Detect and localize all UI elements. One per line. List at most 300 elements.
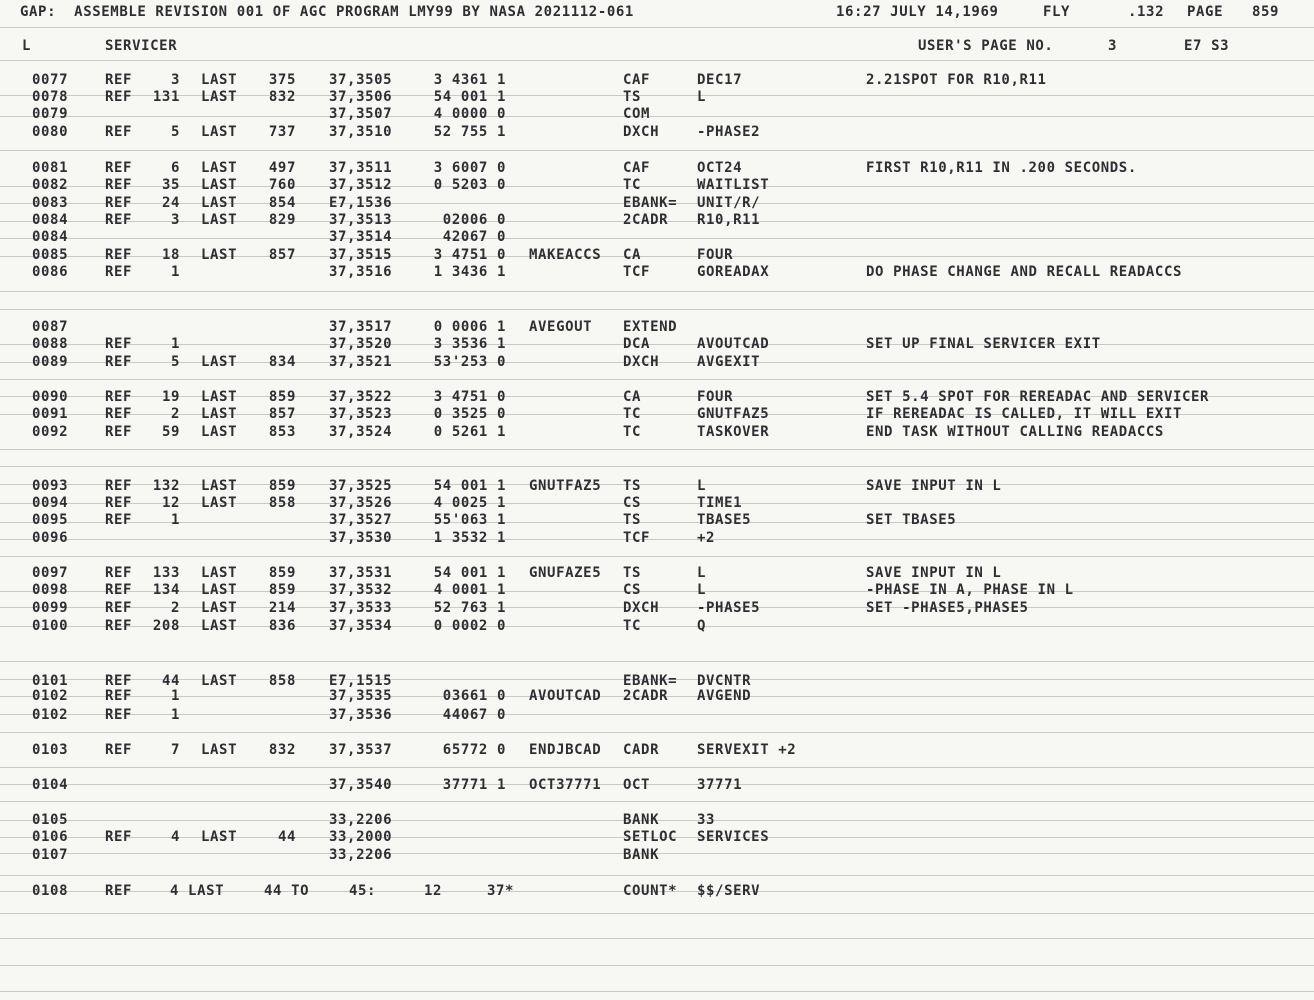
ref-count: 131	[152, 89, 180, 105]
ref-keyword: REF	[105, 89, 133, 105]
last-page: 858	[268, 495, 296, 511]
listing-row	[0, 618, 1314, 636]
ruled-line	[0, 556, 1314, 557]
opcode: DXCH	[623, 354, 660, 370]
line-number: 0089	[32, 354, 69, 370]
octal-word: 1 3436 1	[433, 264, 506, 280]
line-number: 0094	[32, 495, 69, 511]
ref-count: 19	[161, 389, 180, 405]
count-row	[0, 883, 1314, 901]
listing-row	[0, 847, 1314, 865]
bank-address: 37,3516	[329, 264, 393, 280]
last-keyword: LAST	[201, 354, 238, 370]
bank-address: 37,3524	[329, 424, 393, 440]
ref-keyword: REF	[105, 247, 133, 263]
ruled-line	[0, 379, 1314, 380]
listing-row	[0, 247, 1314, 265]
ref-keyword: REF	[105, 707, 133, 723]
bank-address: 37,3540	[329, 777, 393, 793]
ref-count: 133	[152, 565, 180, 581]
octal-word: 3 4751 0	[433, 247, 506, 263]
ref-count: 7	[170, 742, 180, 758]
last-page: 858	[268, 673, 296, 689]
ref-keyword: REF	[105, 495, 133, 511]
opcode: 2CADR	[623, 688, 669, 704]
user-page-number: 3	[1108, 38, 1118, 54]
ruled-line	[0, 661, 1314, 662]
operand: DVCNTR	[697, 673, 752, 689]
ref-keyword: REF	[105, 212, 133, 228]
bank-address: 33,2206	[329, 812, 393, 828]
opcode: TS	[623, 565, 642, 581]
opcode: COM	[623, 106, 651, 122]
ref-last-count: 4 LAST	[170, 883, 225, 899]
symbol-label: AVEGOUT	[529, 319, 593, 335]
listing-row	[0, 512, 1314, 530]
opcode: TS	[623, 512, 642, 528]
ref-count: 1	[170, 264, 180, 280]
line-number: 0090	[32, 389, 69, 405]
line-number: 0104	[32, 777, 69, 793]
ruled-line	[0, 965, 1314, 966]
listing-row	[0, 742, 1314, 760]
ref-count: 2	[170, 406, 180, 422]
ref-keyword: REF	[105, 478, 133, 494]
ref-keyword: REF	[105, 336, 133, 352]
bank-address: 37,3533	[329, 600, 393, 616]
operand: L	[697, 565, 707, 581]
ref-count: 1	[170, 688, 180, 704]
ref-keyword: REF	[105, 582, 133, 598]
bank-address: 37,3537	[329, 742, 393, 758]
listing-row	[0, 478, 1314, 496]
last-page: 832	[268, 742, 296, 758]
last-page: 859	[268, 389, 296, 405]
ref-keyword: REF	[105, 673, 133, 689]
line-number: 0080	[32, 124, 69, 140]
octal-word: 3 3536 1	[433, 336, 506, 352]
line-number: 0101	[32, 673, 69, 689]
last-keyword: LAST	[201, 389, 238, 405]
symbol-label: ENDJBCAD	[529, 742, 602, 758]
line-number: 0078	[32, 89, 69, 105]
bank-address: 33,2206	[329, 847, 393, 863]
operand: AVOUTCAD	[697, 336, 770, 352]
ref-count: 24	[161, 195, 180, 211]
ref-count: 1	[170, 336, 180, 352]
opcode: EBANK=	[623, 673, 678, 689]
opcode: OCT	[623, 777, 651, 793]
listing-row	[0, 264, 1314, 282]
line-number: 0107	[32, 847, 69, 863]
comment: SET UP FINAL SERVICER EXIT	[866, 336, 1101, 352]
bank-address: 37,3527	[329, 512, 393, 528]
octal-word: 3 4361 1	[433, 72, 506, 88]
user-page-label: USER'S PAGE NO.	[918, 38, 1054, 54]
listing-row	[0, 177, 1314, 195]
operand: DEC17	[697, 72, 743, 88]
symbol-label: AVOUTCAD	[529, 688, 602, 704]
octal-word: 54 001 1	[433, 478, 506, 494]
bank-address: 37,3521	[329, 354, 393, 370]
opcode: TC	[623, 618, 642, 634]
listing-row	[0, 354, 1314, 372]
comment: IF REREADAC IS CALLED, IT WILL EXIT	[866, 406, 1183, 422]
bank-address: 37,3535	[329, 688, 393, 704]
line-number: 0093	[32, 478, 69, 494]
opcode: TC	[623, 177, 642, 193]
last-keyword: LAST	[201, 424, 238, 440]
line-number: 0108	[32, 883, 69, 899]
comment: -PHASE IN A, PHASE IN L	[866, 582, 1074, 598]
octal-word: 0 3525 0	[433, 406, 506, 422]
last-keyword: LAST	[201, 673, 238, 689]
line-number: 0079	[32, 106, 69, 122]
listing-row	[0, 195, 1314, 213]
bank-address: 37,3512	[329, 177, 393, 193]
ruled-line	[0, 801, 1314, 802]
ref-count: 44	[161, 673, 180, 689]
ref-count: 208	[152, 618, 180, 634]
last-keyword: LAST	[201, 565, 238, 581]
octal-word: 37771 1	[442, 777, 506, 793]
line-number: 0103	[32, 742, 69, 758]
listing-row	[0, 319, 1314, 337]
bank-address: 37,3526	[329, 495, 393, 511]
comment: SET -PHASE5,PHASE5	[866, 600, 1029, 616]
ref-keyword: REF	[105, 195, 133, 211]
log-section-name: SERVICER	[105, 38, 178, 54]
octal-word: 02006 0	[442, 212, 506, 228]
ref-keyword: REF	[105, 688, 133, 704]
bank-address: E7,1536	[329, 195, 393, 211]
print-code: .132	[1128, 4, 1165, 20]
ruled-line	[0, 938, 1314, 939]
type-flag: L	[22, 38, 32, 54]
line-number: 0091	[32, 406, 69, 422]
listing-row	[0, 229, 1314, 247]
opcode: TCF	[623, 264, 651, 280]
operand: AVGEND	[697, 688, 752, 704]
operand: 33	[697, 812, 716, 828]
bank-address: 37,3514	[329, 229, 393, 245]
last-page: 497	[268, 160, 296, 176]
operand: Q	[697, 618, 707, 634]
last-keyword: LAST	[201, 618, 238, 634]
bank-address: 33,2000	[329, 829, 393, 845]
opcode: COUNT*	[623, 883, 678, 899]
line-number: 0100	[32, 618, 69, 634]
opcode: DCA	[623, 336, 651, 352]
ruled-line	[0, 732, 1314, 733]
ref-count: 134	[152, 582, 180, 598]
octal-word: 44067 0	[442, 707, 506, 723]
assembly-title: GAP: ASSEMBLE REVISION 001 OF AGC PROGRAM LMY99 BY NASA 2021112-061	[20, 4, 634, 20]
word-count: 12	[424, 883, 443, 899]
listing-row	[0, 406, 1314, 424]
line-number: 0099	[32, 600, 69, 616]
listing-row	[0, 212, 1314, 230]
last-page: 375	[268, 72, 296, 88]
ruled-line	[0, 309, 1314, 310]
last-page: 760	[268, 177, 296, 193]
line-number: 0105	[32, 812, 69, 828]
listing-row	[0, 530, 1314, 548]
listing-row	[0, 829, 1314, 847]
opcode: TCF	[623, 530, 651, 546]
comment: SAVE INPUT IN L	[866, 478, 1002, 494]
opcode: TC	[623, 424, 642, 440]
operand: R10,R11	[697, 212, 761, 228]
comment: END TASK WITHOUT CALLING READACCS	[866, 424, 1164, 440]
ref-keyword: REF	[105, 72, 133, 88]
ref-keyword: REF	[105, 565, 133, 581]
last-keyword: LAST	[201, 177, 238, 193]
octal-word: 4 0025 1	[433, 495, 506, 511]
operand: WAITLIST	[697, 177, 770, 193]
operand: L	[697, 478, 707, 494]
last-keyword: LAST	[201, 195, 238, 211]
listing-row	[0, 495, 1314, 513]
line-number: 0077	[32, 72, 69, 88]
bank-address: 37,3536	[329, 707, 393, 723]
bank-address: 37,3517	[329, 319, 393, 335]
operand: +2	[697, 530, 716, 546]
bank-address: 37,3515	[329, 247, 393, 263]
last-page: 832	[268, 89, 296, 105]
listing-row	[0, 336, 1314, 354]
listing-row	[0, 424, 1314, 442]
last-keyword: LAST	[201, 212, 238, 228]
operand: L	[697, 582, 707, 598]
bank-address: 37,3520	[329, 336, 393, 352]
opcode: CS	[623, 582, 642, 598]
opcode: TC	[623, 406, 642, 422]
ref-keyword: REF	[105, 264, 133, 280]
ref-keyword: REF	[105, 160, 133, 176]
operand: GOREADAX	[697, 264, 770, 280]
octal-word: 65772 0	[442, 742, 506, 758]
print-mode: FLY	[1043, 4, 1071, 20]
line-number: 0096	[32, 530, 69, 546]
operand: -PHASE2	[697, 124, 761, 140]
line-number: 0102	[32, 688, 69, 704]
line-number: 0106	[32, 829, 69, 845]
ref-count: 132	[152, 478, 180, 494]
line-number: 0102	[32, 707, 69, 723]
bank-address: 37,3506	[329, 89, 393, 105]
octal-word: 52 755 1	[433, 124, 506, 140]
opcode: BANK	[623, 847, 660, 863]
opcode: CADR	[623, 742, 660, 758]
range-start: 44 TO	[264, 883, 310, 899]
bank-address: 37,3523	[329, 406, 393, 422]
bank-address: 37,3507	[329, 106, 393, 122]
octal-word: 0 5203 0	[433, 177, 506, 193]
bank-address: 37,3510	[329, 124, 393, 140]
ref-count: 12	[161, 495, 180, 511]
opcode: SETLOC	[623, 829, 678, 845]
octal-word: 1 3532 1	[433, 530, 506, 546]
listing-header	[0, 4, 1314, 22]
operand: FOUR	[697, 389, 734, 405]
operand: AVGEXIT	[697, 354, 761, 370]
bank-address: 37,3513	[329, 212, 393, 228]
operand: -PHASE5	[697, 600, 761, 616]
octal-word: 0 0006 1	[433, 319, 506, 335]
operand: 37771	[697, 777, 743, 793]
ref-keyword: REF	[105, 406, 133, 422]
listing-row	[0, 89, 1314, 107]
bank-address: 37,3522	[329, 389, 393, 405]
octal-word: 52 763 1	[433, 600, 506, 616]
bank-address: 37,3534	[329, 618, 393, 634]
operand: SERVEXIT +2	[697, 742, 797, 758]
last-keyword: LAST	[201, 829, 238, 845]
listing-row	[0, 389, 1314, 407]
ref-keyword: REF	[105, 177, 133, 193]
opcode: CAF	[623, 72, 651, 88]
ruled-line	[0, 291, 1314, 292]
octal-word: 55'063 1	[433, 512, 506, 528]
last-keyword: LAST	[201, 247, 238, 263]
comment: SET 5.4 SPOT FOR REREADAC AND SERVICER	[866, 389, 1210, 405]
ruled-line	[0, 875, 1314, 876]
ruled-line	[0, 150, 1314, 151]
ref-keyword: REF	[105, 618, 133, 634]
operand: OCT24	[697, 160, 743, 176]
last-keyword: LAST	[201, 495, 238, 511]
line-number: 0088	[32, 336, 69, 352]
line-number: 0095	[32, 512, 69, 528]
ref-count: 1	[170, 707, 180, 723]
line-number: 0098	[32, 582, 69, 598]
ruled-line	[0, 913, 1314, 914]
listing-row	[0, 72, 1314, 90]
ruled-line	[0, 27, 1314, 28]
bank-address: E7,1515	[329, 673, 393, 689]
line-number: 0086	[32, 264, 69, 280]
bank-address: 37,3532	[329, 582, 393, 598]
ruled-line	[0, 767, 1314, 768]
last-page: 857	[268, 406, 296, 422]
symbol-label: GNUTFAZ5	[529, 478, 602, 494]
last-page: 829	[268, 212, 296, 228]
octal-word: 0 0002 0	[433, 618, 506, 634]
opcode: CA	[623, 247, 642, 263]
last-keyword: LAST	[201, 600, 238, 616]
last-keyword: LAST	[201, 124, 238, 140]
octal-word: 4 0000 0	[433, 106, 506, 122]
ruled-line	[0, 449, 1314, 450]
last-keyword: LAST	[201, 478, 238, 494]
last-keyword: LAST	[201, 582, 238, 598]
last-keyword: LAST	[201, 160, 238, 176]
octal-word: 54 001 1	[433, 89, 506, 105]
octal-word: 0 5261 1	[433, 424, 506, 440]
print-timestamp: 16:27 JULY 14,1969	[836, 4, 999, 20]
symbol-label: MAKEACCS	[529, 247, 602, 263]
operand: GNUTFAZ5	[697, 406, 770, 422]
octal-word: 53'253 0	[433, 354, 506, 370]
operand: $$/SERV	[697, 883, 761, 899]
count-bank: 37*	[487, 883, 515, 899]
ref-keyword: REF	[105, 600, 133, 616]
last-keyword: LAST	[201, 89, 238, 105]
line-number: 0084	[32, 229, 69, 245]
range-end: 45:	[349, 883, 377, 899]
bank-info: E7 S3	[1184, 38, 1230, 54]
ref-keyword: REF	[105, 124, 133, 140]
opcode: EXTEND	[623, 319, 678, 335]
last-page: 836	[268, 618, 296, 634]
line-number: 0081	[32, 160, 69, 176]
bank-address: 37,3511	[329, 160, 393, 176]
bank-address: 37,3531	[329, 565, 393, 581]
ruled-line	[0, 60, 1314, 61]
last-keyword: LAST	[201, 406, 238, 422]
ref-count: 4	[170, 829, 180, 845]
ref-count: 3	[170, 72, 180, 88]
listing-row	[0, 124, 1314, 142]
operand: L	[697, 89, 707, 105]
line-number: 0085	[32, 247, 69, 263]
last-page: 44	[277, 829, 296, 845]
ref-count: 59	[161, 424, 180, 440]
last-keyword: LAST	[201, 72, 238, 88]
comment: FIRST R10,R11 IN .200 SECONDS.	[866, 160, 1137, 176]
comment: SET TBASE5	[866, 512, 957, 528]
octal-word: 3 6007 0	[433, 160, 506, 176]
comment: 2.21SPOT FOR R10,R11	[866, 72, 1047, 88]
last-keyword: LAST	[201, 742, 238, 758]
line-number: 0084	[32, 212, 69, 228]
line-number: 0083	[32, 195, 69, 211]
listing-row	[0, 582, 1314, 600]
opcode: DXCH	[623, 124, 660, 140]
last-page: 859	[268, 565, 296, 581]
ref-count: 2	[170, 600, 180, 616]
ref-keyword: REF	[105, 424, 133, 440]
ref-keyword: REF	[105, 883, 133, 899]
ref-keyword: REF	[105, 742, 133, 758]
operand: UNIT/R/	[697, 195, 761, 211]
octal-word: 3 4751 0	[433, 389, 506, 405]
ref-count: 1	[170, 512, 180, 528]
symbol-label: OCT37771	[529, 777, 602, 793]
comment: DO PHASE CHANGE AND RECALL READACCS	[866, 264, 1183, 280]
symbol-label: GNUFAZE5	[529, 565, 602, 581]
opcode: CS	[623, 495, 642, 511]
last-page: 853	[268, 424, 296, 440]
ref-count: 6	[170, 160, 180, 176]
opcode: DXCH	[623, 600, 660, 616]
opcode: CA	[623, 389, 642, 405]
last-page: 214	[268, 600, 296, 616]
ref-count: 18	[161, 247, 180, 263]
last-page: 737	[268, 124, 296, 140]
listing-row	[0, 600, 1314, 618]
line-number: 0082	[32, 177, 69, 193]
line-number: 0092	[32, 424, 69, 440]
listing-row	[0, 707, 1314, 725]
bank-address: 37,3530	[329, 530, 393, 546]
ref-keyword: REF	[105, 512, 133, 528]
octal-word: 03661 0	[442, 688, 506, 704]
bank-address: 37,3505	[329, 72, 393, 88]
listing-row	[0, 565, 1314, 583]
octal-word: 4 0001 1	[433, 582, 506, 598]
